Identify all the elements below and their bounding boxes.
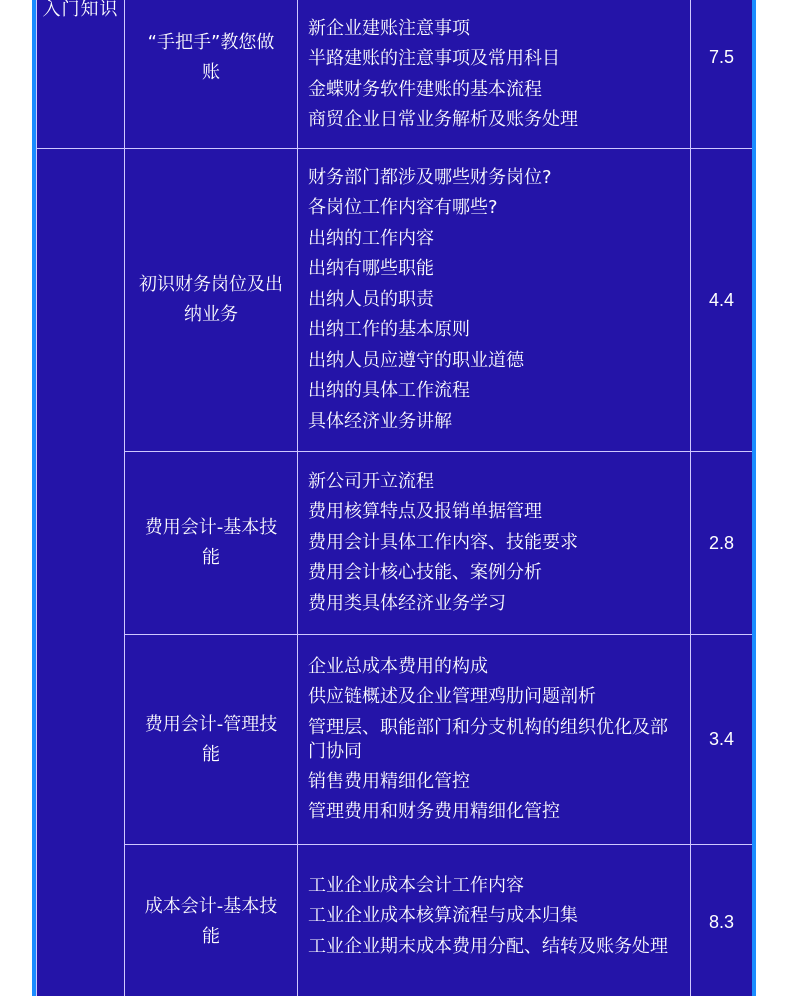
category-label: 入门知识 [37, 0, 124, 22]
topic-item: 供应链概述及企业管理鸡肋问题剖析 [308, 682, 680, 713]
topic-item: 新企业建账注意事项 [308, 14, 680, 45]
hours-cell: 4.4 [691, 149, 753, 452]
hours-cell: 7.5 [691, 0, 753, 149]
topics-cell [298, 149, 691, 452]
topic-item: 工业企业成本会计工作内容 [308, 871, 680, 902]
table-row [37, 845, 753, 996]
topic-item: 出纳的工作内容 [308, 224, 680, 255]
table-row [37, 635, 753, 845]
hours-cell: 8.3 [691, 845, 753, 996]
course-table-frame [32, 0, 756, 996]
topic-item: 管理费用和财务费用精细化管控 [308, 797, 680, 828]
topic-item: 费用会计具体工作内容、技能要求 [308, 528, 680, 559]
topic-item: 出纳有哪些职能 [308, 254, 680, 285]
hours-cell: 2.8 [691, 452, 753, 635]
topic-item: 半路建账的注意事项及常用科目 [308, 44, 680, 75]
module-cell: 初识财务岗位及出纳业务 [125, 149, 298, 452]
topic-item: 企业总成本费用的构成 [308, 652, 680, 683]
topic-item: 费用类具体经济业务学习 [308, 589, 680, 620]
module-cell: “手把手”教您做账 [125, 0, 298, 149]
topic-item: 管理层、职能部门和分支机构的组织优化及部门协同 [308, 716, 680, 764]
topics-cell [298, 0, 691, 149]
topic-item: 新公司开立流程 [308, 467, 680, 498]
table-row [37, 149, 753, 452]
topic-item: 工业企业期末成本费用分配、结转及账务处理 [308, 935, 680, 959]
topics-cell [298, 452, 691, 635]
topic-item: 出纳人员的职责 [308, 285, 680, 316]
topic-item: 工业企业成本核算流程与成本归集 [308, 901, 680, 932]
table-row [37, 452, 753, 635]
topic-item: 各岗位工作内容有哪些? [308, 193, 680, 224]
topic-item: 费用核算特点及报销单据管理 [308, 497, 680, 528]
module-cell: 费用会计-基本技能 [125, 452, 298, 635]
table-row [37, 0, 753, 149]
topic-item: 出纳工作的基本原则 [308, 315, 680, 346]
category-cell [37, 0, 125, 149]
topic-item: 费用会计核心技能、案例分析 [308, 558, 680, 589]
topic-item: 金蝶财务软件建账的基本流程 [308, 75, 680, 106]
topic-item: 具体经济业务讲解 [308, 407, 680, 438]
topic-item: 销售费用精细化管控 [308, 767, 680, 798]
course-table [36, 0, 753, 996]
module-cell: 费用会计-管理技能 [125, 635, 298, 845]
category-cell [37, 149, 125, 996]
module-cell: 成本会计-基本技能 [125, 845, 298, 996]
topic-item: 出纳的具体工作流程 [308, 376, 680, 407]
hours-cell: 3.4 [691, 635, 753, 845]
topics-cell [298, 635, 691, 845]
topic-item: 出纳人员应遵守的职业道德 [308, 346, 680, 377]
topic-item: 商贸企业日常业务解析及账务处理 [308, 105, 680, 136]
topics-cell [298, 845, 691, 996]
topic-item: 财务部门都涉及哪些财务岗位? [308, 163, 680, 194]
